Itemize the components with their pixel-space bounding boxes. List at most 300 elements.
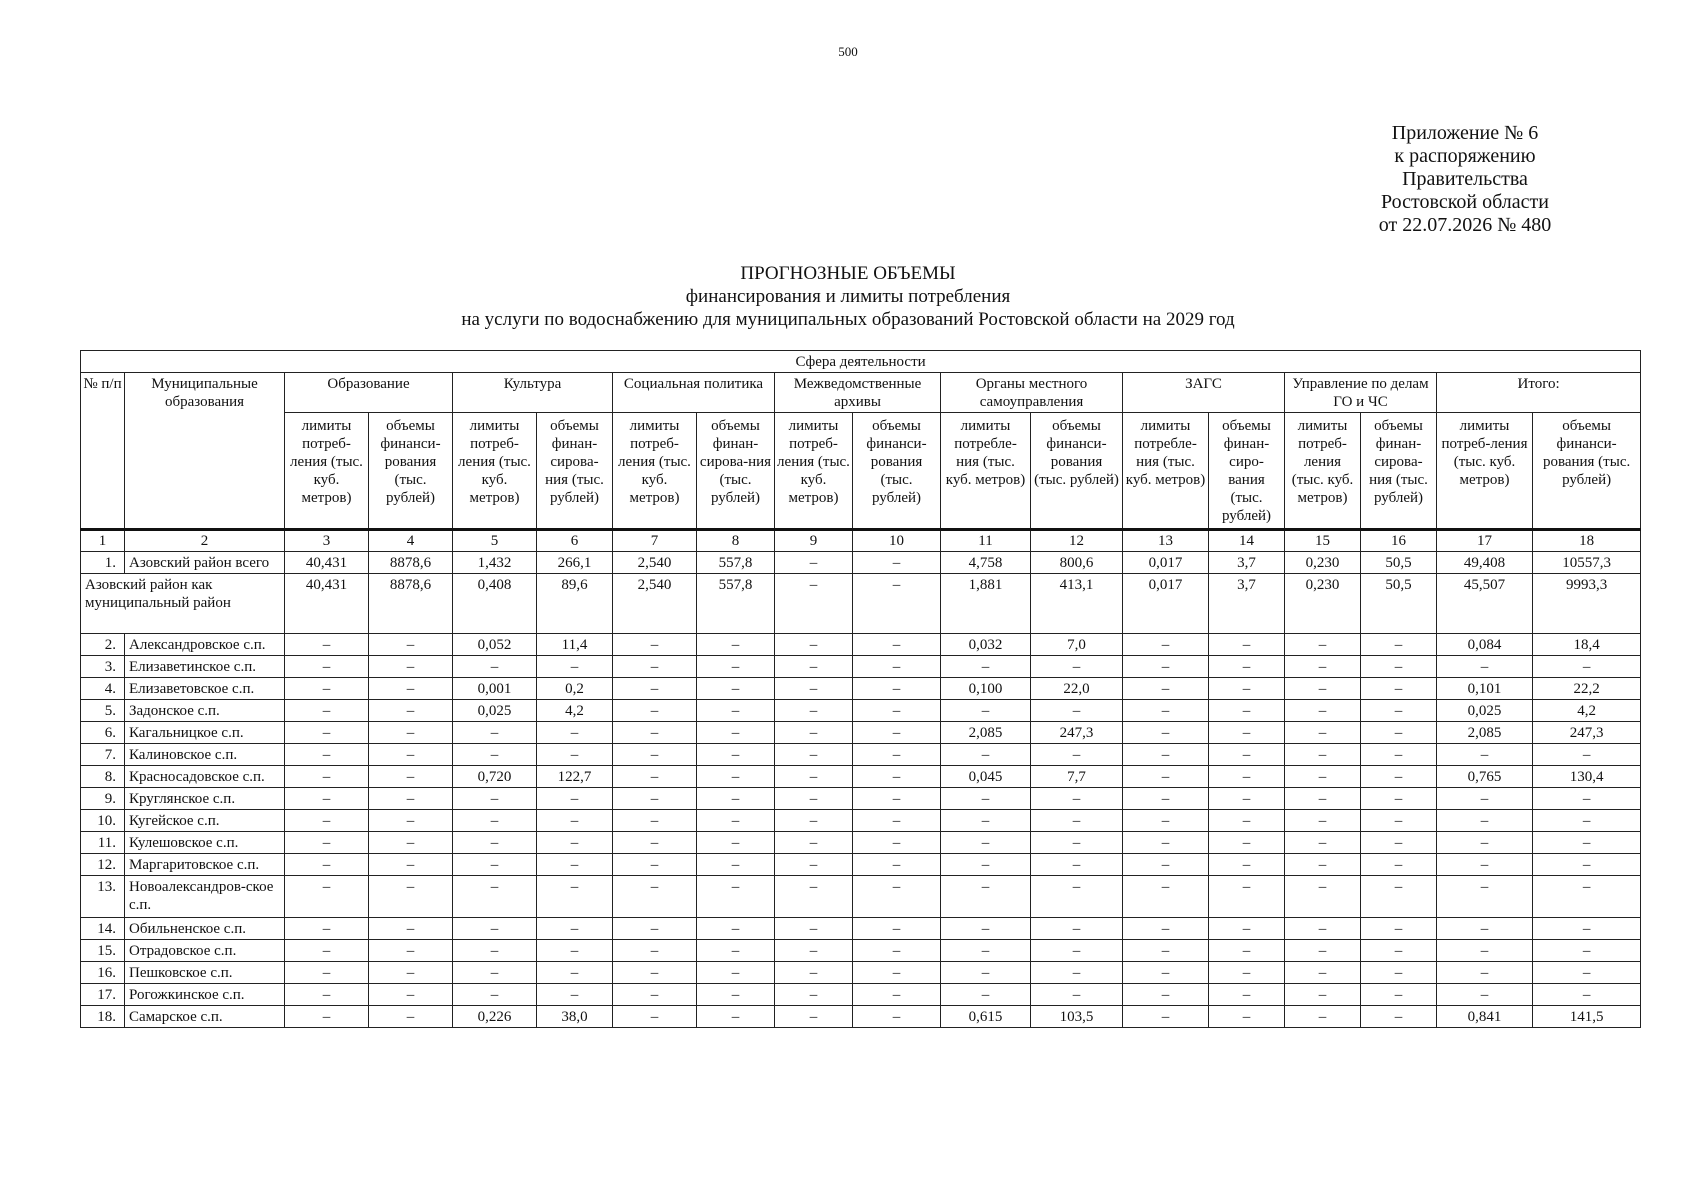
- value-cell: –: [1209, 962, 1285, 984]
- value-cell: 50,5: [1361, 552, 1437, 574]
- value-cell: –: [613, 656, 697, 678]
- municipality-name-cell: Новоалександров-ское с.п.: [125, 876, 285, 918]
- value-cell: –: [613, 766, 697, 788]
- value-cell: 11,4: [537, 634, 613, 656]
- value-cell: –: [1361, 832, 1437, 854]
- value-cell: –: [697, 656, 775, 678]
- row-number-cell: 8.: [81, 766, 125, 788]
- value-cell: –: [1031, 962, 1123, 984]
- value-cell: –: [537, 940, 613, 962]
- value-cell: –: [853, 854, 941, 876]
- row-number-cell: 1.: [81, 552, 125, 574]
- value-cell: –: [1285, 810, 1361, 832]
- column-number-cell: 9: [775, 530, 853, 552]
- column-number-cell: 14: [1209, 530, 1285, 552]
- value-cell: –: [369, 962, 453, 984]
- column-number-cell: 6: [537, 530, 613, 552]
- value-cell: –: [941, 876, 1031, 918]
- value-cell: –: [853, 744, 941, 766]
- value-cell: –: [1031, 918, 1123, 940]
- value-cell: –: [775, 918, 853, 940]
- value-cell: 0,230: [1285, 552, 1361, 574]
- value-cell: 7,0: [1031, 634, 1123, 656]
- municipality-name-cell: Кагальницкое с.п.: [125, 722, 285, 744]
- value-cell: –: [1209, 766, 1285, 788]
- municipality-name-cell: Александровское с.п.: [125, 634, 285, 656]
- value-cell: –: [853, 678, 941, 700]
- value-cell: –: [285, 854, 369, 876]
- value-cell: –: [1361, 1006, 1437, 1028]
- column-number-cell: 12: [1031, 530, 1123, 552]
- group-header: Образование: [285, 373, 453, 413]
- value-cell: –: [853, 574, 941, 634]
- value-cell: –: [941, 700, 1031, 722]
- subheader-cell: объемы финанси-рования (тыс. рублей): [1031, 413, 1123, 530]
- value-cell: –: [1031, 700, 1123, 722]
- group-header: Межведомственные архивы: [775, 373, 941, 413]
- appendix-block: [1330, 122, 1600, 237]
- municipality-name-cell: Елизаветинское с.п.: [125, 656, 285, 678]
- value-cell: –: [1285, 854, 1361, 876]
- value-cell: –: [775, 788, 853, 810]
- value-cell: –: [1437, 744, 1533, 766]
- value-cell: –: [697, 1006, 775, 1028]
- table-row: [81, 810, 1641, 832]
- column-number-cell: 15: [1285, 530, 1361, 552]
- subheader-cell: объемы финанси-рования (тыс. рублей): [369, 413, 453, 530]
- value-cell: –: [1437, 918, 1533, 940]
- row-number-cell: 13.: [81, 876, 125, 918]
- value-cell: –: [613, 1006, 697, 1028]
- value-cell: –: [537, 962, 613, 984]
- column-number-cell: 18: [1533, 530, 1641, 552]
- value-cell: 1,432: [453, 552, 537, 574]
- row-number-cell: 3.: [81, 656, 125, 678]
- value-cell: 10557,3: [1533, 552, 1641, 574]
- value-cell: –: [613, 788, 697, 810]
- value-cell: –: [285, 744, 369, 766]
- value-cell: –: [941, 918, 1031, 940]
- municipality-name-cell: Круглянское с.п.: [125, 788, 285, 810]
- table-row: [81, 788, 1641, 810]
- value-cell: –: [941, 854, 1031, 876]
- subheader-cell: объемы финан-сирова-ния (тыс. рублей): [697, 413, 775, 530]
- value-cell: –: [453, 744, 537, 766]
- subheader-cell: лимиты потреб-ления (тыс. куб. метров): [285, 413, 369, 530]
- value-cell: –: [1285, 656, 1361, 678]
- value-cell: –: [941, 810, 1031, 832]
- subheader-cell: объемы финан-сиро-вания (тыс. рублей): [1209, 413, 1285, 530]
- value-cell: 557,8: [697, 574, 775, 634]
- value-cell: –: [941, 962, 1031, 984]
- column-number-cell: 10: [853, 530, 941, 552]
- value-cell: –: [775, 552, 853, 574]
- value-cell: –: [853, 766, 941, 788]
- value-cell: –: [453, 722, 537, 744]
- value-cell: –: [697, 940, 775, 962]
- subheader-cell: объемы финан-сирова-ния (тыс. рублей): [537, 413, 613, 530]
- value-cell: –: [853, 810, 941, 832]
- column-number-cell: 13: [1123, 530, 1209, 552]
- value-cell: –: [1361, 744, 1437, 766]
- value-cell: 103,5: [1031, 1006, 1123, 1028]
- value-cell: 0,720: [453, 766, 537, 788]
- value-cell: –: [285, 722, 369, 744]
- value-cell: –: [613, 854, 697, 876]
- table-row: [81, 940, 1641, 962]
- table-row: [81, 722, 1641, 744]
- value-cell: –: [285, 984, 369, 1006]
- value-cell: –: [1031, 940, 1123, 962]
- value-cell: –: [1285, 788, 1361, 810]
- title-line: на услуги по водоснабжению для муниципальных образований Ростовской области на 2029 год: [461, 309, 1235, 330]
- value-cell: –: [697, 744, 775, 766]
- value-cell: –: [697, 854, 775, 876]
- value-cell: –: [853, 656, 941, 678]
- value-cell: 3,7: [1209, 574, 1285, 634]
- value-cell: –: [853, 1006, 941, 1028]
- value-cell: –: [1209, 1006, 1285, 1028]
- value-cell: –: [853, 788, 941, 810]
- table-row: [81, 962, 1641, 984]
- value-cell: –: [775, 962, 853, 984]
- value-cell: –: [369, 810, 453, 832]
- value-cell: –: [697, 984, 775, 1006]
- subheader-cell: лимиты потреб-ления (тыс. куб. метров): [1285, 413, 1361, 530]
- value-cell: –: [941, 656, 1031, 678]
- table-row: [81, 984, 1641, 1006]
- value-cell: –: [775, 810, 853, 832]
- value-cell: –: [1123, 918, 1209, 940]
- value-cell: –: [369, 832, 453, 854]
- table-row: [81, 552, 1641, 574]
- table-row: [81, 918, 1641, 940]
- value-cell: 2,540: [613, 574, 697, 634]
- value-cell: –: [1031, 810, 1123, 832]
- value-cell: –: [775, 940, 853, 962]
- group-header: Итого:: [1437, 373, 1641, 413]
- value-cell: 0,032: [941, 634, 1031, 656]
- value-cell: 413,1: [1031, 574, 1123, 634]
- value-cell: –: [1437, 788, 1533, 810]
- value-cell: –: [453, 962, 537, 984]
- value-cell: 8878,6: [369, 552, 453, 574]
- municipality-name-cell: Маргаритовское с.п.: [125, 854, 285, 876]
- value-cell: –: [613, 700, 697, 722]
- value-cell: –: [941, 984, 1031, 1006]
- title-line: финансирования и лимиты потребления: [685, 286, 1011, 307]
- value-cell: 9993,3: [1533, 574, 1641, 634]
- value-cell: –: [285, 634, 369, 656]
- appendix-line: Правительства: [1402, 168, 1528, 190]
- value-cell: –: [1123, 744, 1209, 766]
- value-cell: –: [285, 832, 369, 854]
- appendix-line: Приложение № 6: [1391, 122, 1539, 144]
- value-cell: –: [1123, 678, 1209, 700]
- value-cell: –: [1361, 722, 1437, 744]
- value-cell: –: [285, 940, 369, 962]
- value-cell: –: [1209, 810, 1285, 832]
- value-cell: 38,0: [537, 1006, 613, 1028]
- value-cell: –: [285, 766, 369, 788]
- municipality-name-cell: Обильненское с.п.: [125, 918, 285, 940]
- group-header: Управление по делам ГО и ЧС: [1285, 373, 1437, 413]
- row-number-cell: 7.: [81, 744, 125, 766]
- value-cell: –: [853, 700, 941, 722]
- value-cell: –: [1285, 766, 1361, 788]
- value-cell: –: [775, 678, 853, 700]
- value-cell: 1,881: [941, 574, 1031, 634]
- financing-table: [80, 350, 1641, 1028]
- value-cell: 22,0: [1031, 678, 1123, 700]
- value-cell: 0,765: [1437, 766, 1533, 788]
- value-cell: –: [775, 766, 853, 788]
- value-cell: 4,2: [537, 700, 613, 722]
- row-number-cell: 18.: [81, 1006, 125, 1028]
- value-cell: –: [1361, 918, 1437, 940]
- value-cell: 50,5: [1361, 574, 1437, 634]
- value-cell: 0,084: [1437, 634, 1533, 656]
- subheader-cell: лимиты потреб-ления (тыс. куб. метров): [1437, 413, 1533, 530]
- value-cell: –: [537, 810, 613, 832]
- value-cell: –: [697, 678, 775, 700]
- value-cell: 2,540: [613, 552, 697, 574]
- value-cell: –: [1209, 700, 1285, 722]
- value-cell: –: [1285, 940, 1361, 962]
- value-cell: –: [453, 854, 537, 876]
- value-cell: –: [1285, 634, 1361, 656]
- value-cell: –: [453, 810, 537, 832]
- value-cell: –: [697, 634, 775, 656]
- subheader-cell: лимиты потребле-ния (тыс. куб. метров): [941, 413, 1031, 530]
- value-cell: –: [453, 832, 537, 854]
- value-cell: –: [1031, 656, 1123, 678]
- value-cell: –: [613, 984, 697, 1006]
- value-cell: 122,7: [537, 766, 613, 788]
- value-cell: –: [1361, 766, 1437, 788]
- municipality-name-cell: Пешковское с.п.: [125, 962, 285, 984]
- value-cell: –: [285, 962, 369, 984]
- value-cell: –: [285, 1006, 369, 1028]
- value-cell: –: [537, 744, 613, 766]
- group-header: ЗАГС: [1123, 373, 1285, 413]
- sphere-header: Сфера деятельности: [81, 351, 1641, 373]
- value-cell: 266,1: [537, 552, 613, 574]
- value-cell: –: [1123, 722, 1209, 744]
- value-cell: 0,025: [1437, 700, 1533, 722]
- municipality-name-cell: Рогожкинское с.п.: [125, 984, 285, 1006]
- value-cell: 40,431: [285, 574, 369, 634]
- value-cell: –: [1123, 810, 1209, 832]
- row-number-cell: 16.: [81, 962, 125, 984]
- value-cell: 8878,6: [369, 574, 453, 634]
- municipality-name-cell: Задонское с.п.: [125, 700, 285, 722]
- value-cell: –: [1361, 984, 1437, 1006]
- value-cell: –: [1031, 854, 1123, 876]
- municipality-name-cell: Самарское с.п.: [125, 1006, 285, 1028]
- value-cell: –: [613, 678, 697, 700]
- value-cell: –: [775, 1006, 853, 1028]
- value-cell: –: [613, 876, 697, 918]
- value-cell: –: [1123, 634, 1209, 656]
- value-cell: 22,2: [1533, 678, 1641, 700]
- value-cell: –: [775, 634, 853, 656]
- value-cell: –: [1285, 678, 1361, 700]
- value-cell: –: [537, 984, 613, 1006]
- value-cell: –: [1437, 656, 1533, 678]
- value-cell: –: [1533, 876, 1641, 918]
- value-cell: –: [537, 876, 613, 918]
- value-cell: –: [775, 574, 853, 634]
- appendix-line: от 22.07.2026 № 480: [1378, 214, 1552, 236]
- value-cell: –: [1285, 962, 1361, 984]
- value-cell: –: [613, 810, 697, 832]
- value-cell: –: [775, 854, 853, 876]
- table-row: [81, 854, 1641, 876]
- value-cell: 2,085: [1437, 722, 1533, 744]
- value-cell: –: [1209, 984, 1285, 1006]
- value-cell: –: [537, 788, 613, 810]
- value-cell: –: [853, 722, 941, 744]
- value-cell: –: [1123, 962, 1209, 984]
- value-cell: –: [1123, 854, 1209, 876]
- value-cell: –: [369, 700, 453, 722]
- value-cell: –: [1437, 810, 1533, 832]
- value-cell: –: [613, 832, 697, 854]
- value-cell: –: [285, 678, 369, 700]
- value-cell: –: [369, 876, 453, 918]
- value-cell: –: [1123, 940, 1209, 962]
- value-cell: –: [1361, 634, 1437, 656]
- table-row: [81, 1006, 1641, 1028]
- row-number-cell: 2.: [81, 634, 125, 656]
- value-cell: –: [1123, 700, 1209, 722]
- appendix-line: к распоряжению: [1394, 145, 1536, 167]
- page-number: 500: [838, 44, 858, 59]
- col-no-header: № п/п: [81, 373, 125, 530]
- value-cell: –: [369, 854, 453, 876]
- value-cell: –: [1533, 656, 1641, 678]
- value-cell: –: [369, 722, 453, 744]
- column-number-cell: 8: [697, 530, 775, 552]
- municipality-name-cell: Азовский район всего: [125, 552, 285, 574]
- value-cell: 40,431: [285, 552, 369, 574]
- table-row: [81, 832, 1641, 854]
- col-mo-header: Муниципальные образования: [125, 373, 285, 530]
- value-cell: –: [697, 788, 775, 810]
- row-number-cell: 9.: [81, 788, 125, 810]
- column-number-cell: 17: [1437, 530, 1533, 552]
- value-cell: –: [537, 918, 613, 940]
- value-cell: –: [697, 832, 775, 854]
- value-cell: –: [1123, 788, 1209, 810]
- subheader-cell: объемы финанси-рования (тыс. рублей): [1533, 413, 1641, 530]
- column-number-cell: 1: [81, 530, 125, 552]
- value-cell: 0,841: [1437, 1006, 1533, 1028]
- value-cell: 0,101: [1437, 678, 1533, 700]
- subheader-cell: объемы финанси-рования (тыс. рублей): [853, 413, 941, 530]
- value-cell: 0,017: [1123, 552, 1209, 574]
- value-cell: 130,4: [1533, 766, 1641, 788]
- municipality-name-cell: Отрадовское с.п.: [125, 940, 285, 962]
- row-number-cell: 5.: [81, 700, 125, 722]
- value-cell: –: [1533, 788, 1641, 810]
- value-cell: 0,226: [453, 1006, 537, 1028]
- value-cell: –: [775, 700, 853, 722]
- value-cell: –: [537, 722, 613, 744]
- value-cell: –: [369, 656, 453, 678]
- value-cell: –: [1031, 876, 1123, 918]
- document-title: [0, 262, 1696, 331]
- value-cell: –: [1285, 722, 1361, 744]
- column-number-cell: 2: [125, 530, 285, 552]
- value-cell: 0,100: [941, 678, 1031, 700]
- subheader-cell: лимиты потреб-ления (тыс. куб. метров): [453, 413, 537, 530]
- row-number-cell: 4.: [81, 678, 125, 700]
- value-cell: –: [1361, 656, 1437, 678]
- table-row: [81, 634, 1641, 656]
- value-cell: –: [853, 832, 941, 854]
- value-cell: –: [453, 656, 537, 678]
- value-cell: –: [941, 832, 1031, 854]
- value-cell: –: [1285, 744, 1361, 766]
- value-cell: –: [853, 552, 941, 574]
- value-cell: –: [369, 1006, 453, 1028]
- value-cell: –: [1361, 810, 1437, 832]
- value-cell: 18,4: [1533, 634, 1641, 656]
- group-header: Культура: [453, 373, 613, 413]
- value-cell: –: [1533, 832, 1641, 854]
- table-row: [81, 766, 1641, 788]
- value-cell: –: [941, 744, 1031, 766]
- value-cell: –: [1361, 700, 1437, 722]
- column-number-cell: 5: [453, 530, 537, 552]
- value-cell: –: [1533, 984, 1641, 1006]
- value-cell: –: [1285, 876, 1361, 918]
- value-cell: –: [1361, 788, 1437, 810]
- value-cell: –: [1437, 962, 1533, 984]
- value-cell: 7,7: [1031, 766, 1123, 788]
- value-cell: 557,8: [697, 552, 775, 574]
- value-cell: 3,7: [1209, 552, 1285, 574]
- municipality-name-cell: Кулешовское с.п.: [125, 832, 285, 854]
- value-cell: –: [775, 744, 853, 766]
- value-cell: –: [1361, 876, 1437, 918]
- value-cell: –: [1533, 854, 1641, 876]
- group-header: Органы местного самоуправления: [941, 373, 1123, 413]
- value-cell: –: [369, 788, 453, 810]
- value-cell: –: [775, 832, 853, 854]
- column-number-cell: 11: [941, 530, 1031, 552]
- municipality-name-cell: Азовский район как муниципальный район: [81, 574, 285, 634]
- value-cell: –: [369, 766, 453, 788]
- value-cell: 0,045: [941, 766, 1031, 788]
- value-cell: –: [613, 634, 697, 656]
- group-header: Социальная политика: [613, 373, 775, 413]
- value-cell: –: [285, 788, 369, 810]
- value-cell: 0,615: [941, 1006, 1031, 1028]
- value-cell: –: [369, 744, 453, 766]
- value-cell: –: [537, 656, 613, 678]
- value-cell: 2,085: [941, 722, 1031, 744]
- value-cell: –: [775, 984, 853, 1006]
- value-cell: 89,6: [537, 574, 613, 634]
- column-number-cell: 4: [369, 530, 453, 552]
- value-cell: –: [1031, 832, 1123, 854]
- value-cell: 0,2: [537, 678, 613, 700]
- value-cell: –: [697, 918, 775, 940]
- row-number-cell: 10.: [81, 810, 125, 832]
